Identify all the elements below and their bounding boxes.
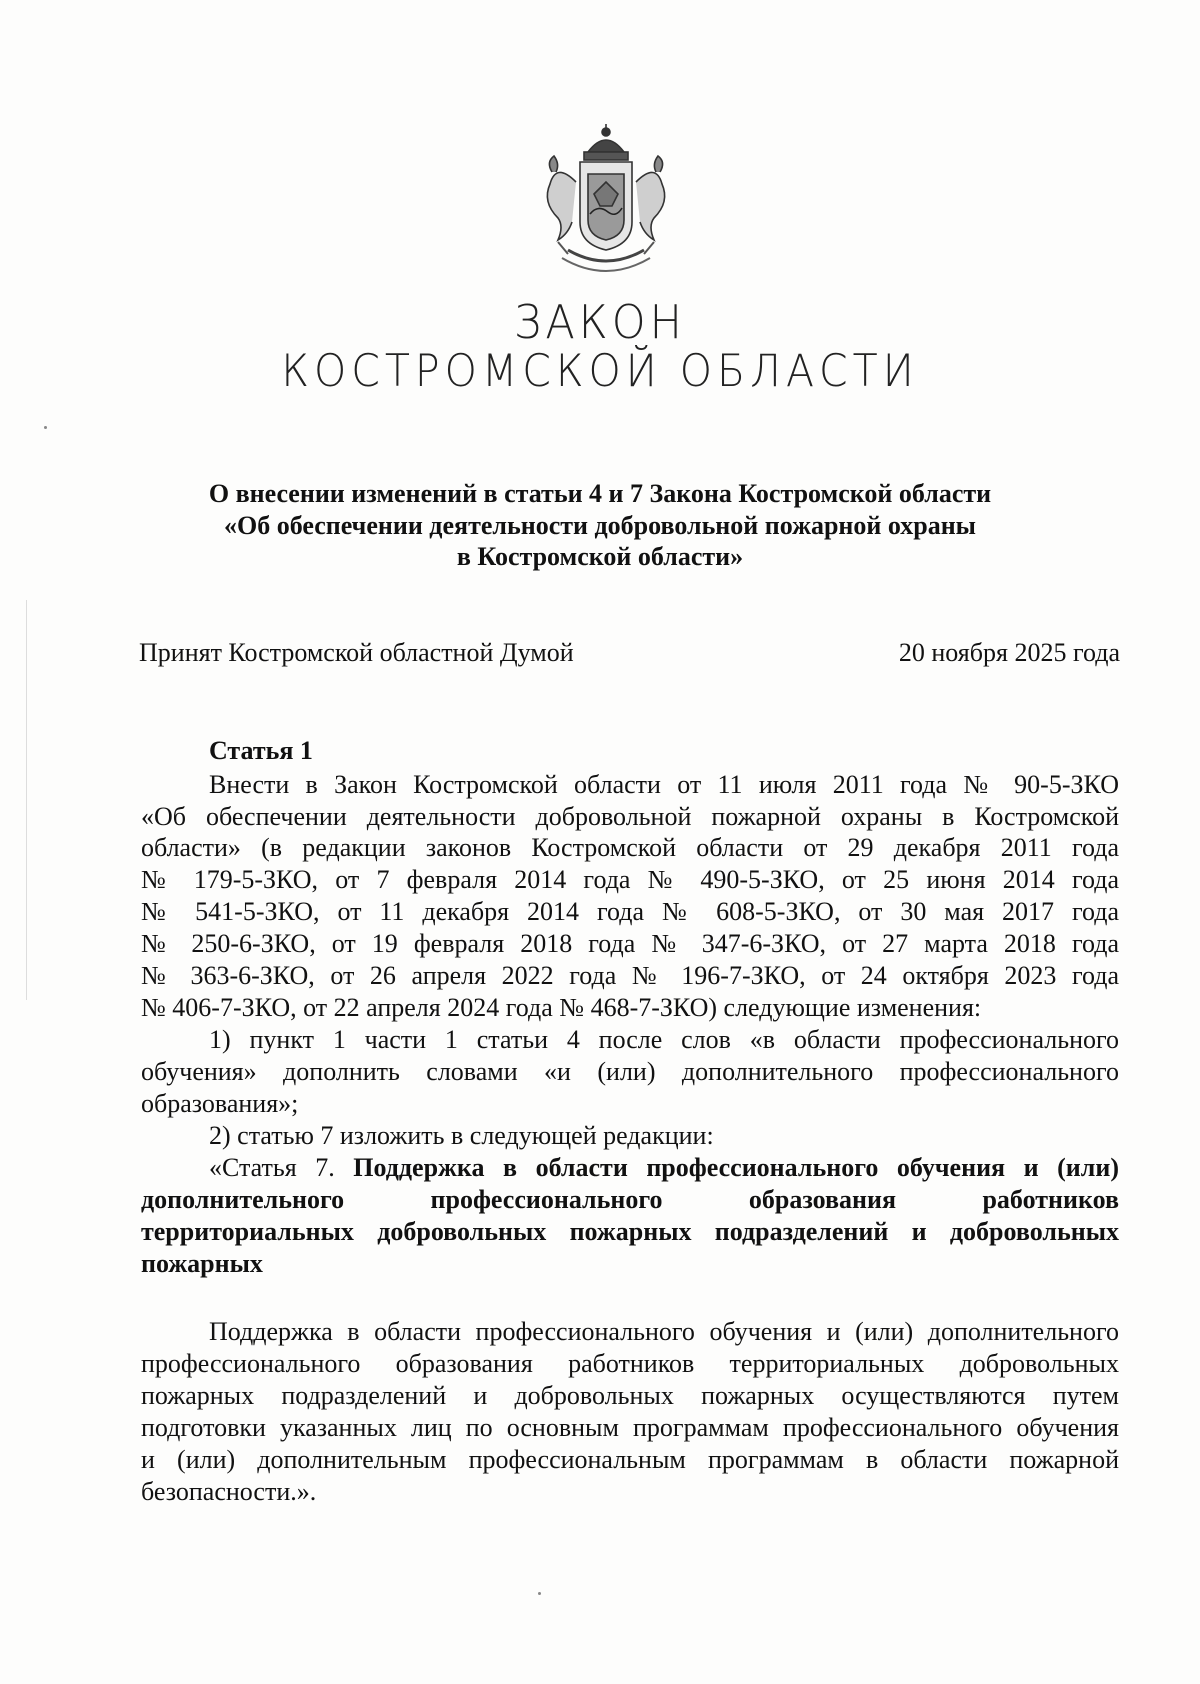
quoted-body-line: профессионального образования работников территориальных добровольных <box>141 1349 1119 1378</box>
quoted-body-line: Поддержка в области профессионального обучения и (или) дополнительного <box>209 1317 1119 1346</box>
quoted-article-title-part: Поддержка в области профессионального обучения и (или) <box>353 1153 1120 1182</box>
quoted-article-title-line: территориальных добровольных пожарных подразделений и добровольных <box>141 1217 1119 1246</box>
quoted-article-prefix: «Статья 7. <box>209 1153 335 1182</box>
coat-of-arms-emblem <box>528 122 684 284</box>
intro-line: № 363-6-ЗКО, от 26 апреля 2022 года № 196-7-ЗКО, от 24 октября 2023 года <box>141 961 1119 990</box>
scan-artifact-dot <box>44 426 47 429</box>
quoted-body-line: пожарных подразделений и добровольных пожарных осуществляются путем <box>141 1381 1119 1410</box>
quoted-body-line: подготовки указанных лиц по основным программам профессионального обучения <box>141 1413 1119 1442</box>
item2-line: 2) статью 7 изложить в следующей редакции: <box>209 1121 714 1150</box>
intro-line: Внести в Закон Костромской области от 11 июля 2011 года № 90-5-ЗКО <box>209 770 1119 799</box>
item1-line: образования»; <box>141 1089 299 1118</box>
adopted-date: 20 ноября 2025 года <box>898 638 1120 667</box>
quoted-article-title-line: дополнительного профессионального образования работников <box>141 1185 1119 1214</box>
item1-line: обучения» дополнить словами «и (или) дополнительного профессионального <box>141 1057 1119 1086</box>
quoted-body-line: и (или) дополнительным профессиональным программам в области пожарной <box>141 1445 1119 1474</box>
intro-line: области» (в редакции законов Костромской области от 29 декабря 2011 года <box>141 833 1119 862</box>
intro-line: № 406-7-ЗКО, от 22 апреля 2024 года № 468-7-ЗКО) следующие изменения: <box>141 993 982 1022</box>
law-title-line2: КОСТРОМСКОЙ ОБЛАСТИ <box>281 345 919 397</box>
scan-artifact-line <box>26 600 27 1000</box>
scan-artifact-dot <box>538 1592 541 1595</box>
heading-line2: «Об обеспечении деятельности добровольной пожарной охраны <box>224 511 976 540</box>
intro-line: № 179-5-ЗКО, от 7 февраля 2014 года № 490-5-ЗКО, от 25 июня 2014 года <box>141 865 1119 894</box>
intro-line: № 541-5-ЗКО, от 11 декабря 2014 года № 608-5-ЗКО, от 30 мая 2017 года <box>141 897 1119 926</box>
intro-line: «Об обеспечении деятельности добровольной пожарной охраны в Костромской <box>141 802 1119 831</box>
intro-line: № 250-6-ЗКО, от 19 февраля 2018 года № 347-6-ЗКО, от 27 марта 2018 года <box>141 929 1119 958</box>
heading-line1: О внесении изменений в статьи 4 и 7 Закона Костромской области <box>208 479 992 508</box>
law-title-line1: ЗАКОН <box>514 296 686 350</box>
heading-line3: в Костромской области» <box>456 542 744 571</box>
adopted-by: Принят Костромской областной Думой <box>139 638 574 667</box>
quoted-body-line: безопасности.». <box>141 1477 317 1506</box>
article-title: Статья 1 <box>209 736 313 765</box>
quoted-article-title-first <box>209 1152 1119 1183</box>
quoted-article-title-line: пожарных <box>141 1249 263 1278</box>
item1-line: 1) пункт 1 части 1 статьи 4 после слов «в области профессионального <box>209 1025 1119 1054</box>
